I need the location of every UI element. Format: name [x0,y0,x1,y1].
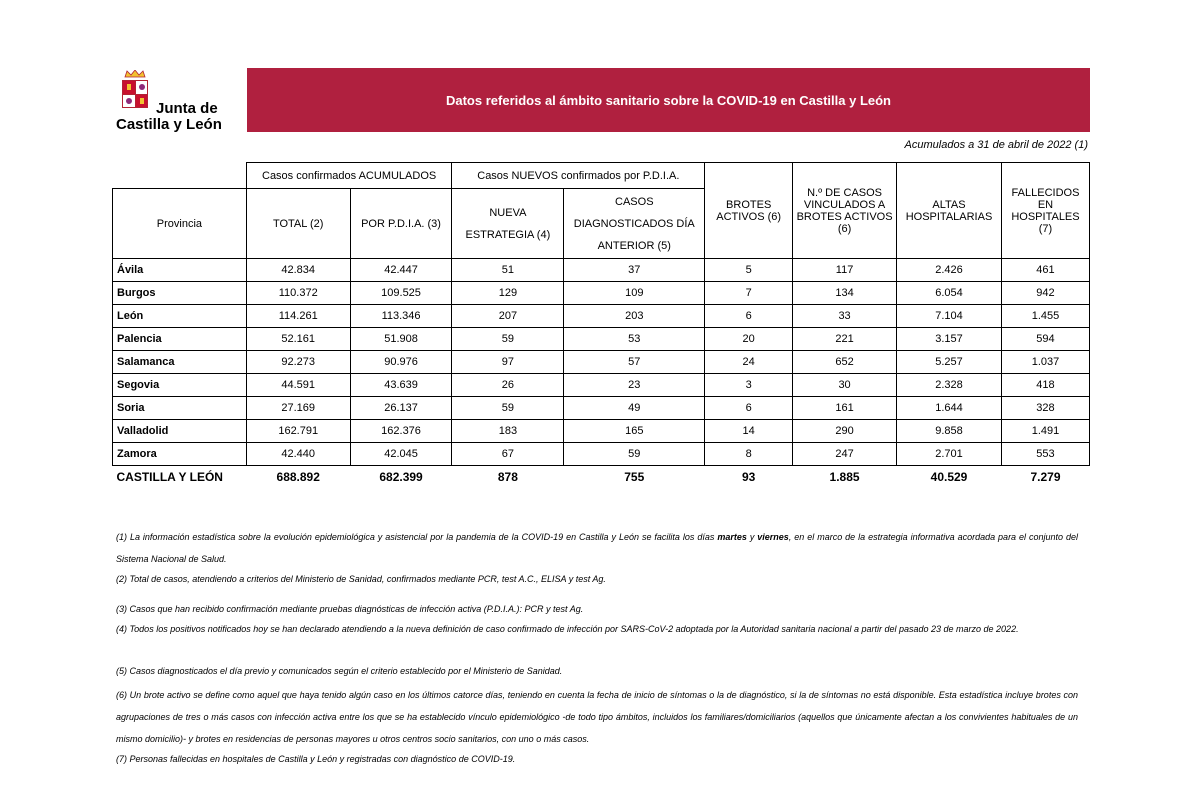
coat-of-arms-icon [122,80,148,108]
value-cell: 53 [564,328,705,351]
value-cell: 44.591 [246,374,350,397]
value-cell: 207 [452,305,564,328]
total-value: 1.885 [829,469,860,484]
value-cell: 652 [793,351,897,374]
header-altas: ALTAS HOSPITALARIAS [897,163,1002,259]
total-value: 755 [624,469,645,484]
value-cell: 33 [793,305,897,328]
value-cell: 117 [793,259,897,282]
table-row [113,374,1090,397]
table-row [113,305,1090,328]
value-cell: 109 [564,282,705,305]
value-cell: 461 [1001,259,1089,282]
value-cell: 43.639 [350,374,452,397]
value-cell: 942 [1001,282,1089,305]
value-cell: 203 [564,305,705,328]
value-cell: 3.157 [897,328,1002,351]
table-row [113,282,1090,305]
value-cell: 14 [705,420,793,443]
value-cell: 129 [452,282,564,305]
junta-logo [116,70,226,132]
value-cell: 92.273 [246,351,350,374]
value-cell: 42.834 [246,259,350,282]
value-cell: 1.491 [1001,420,1089,443]
header-nueva-estrategia: NUEVA ESTRATEGIA (4) [452,189,564,259]
province-cell: Valladolid [113,420,247,443]
value-cell: 162.791 [246,420,350,443]
value-cell: 221 [793,328,897,351]
value-cell: 24 [705,351,793,374]
value-cell: 134 [793,282,897,305]
value-cell: 27.169 [246,397,350,420]
footnote-5: (5) Casos diagnosticados el día previo y comunicados según el criterio establecido por el Ministerio de Sanidad. [116,666,563,676]
value-cell: 161 [793,397,897,420]
footnote-7: (7) Personas fallecidas en hospitales de Castilla y León y registradas con diagnóstico de COVID-19. [116,754,516,764]
header-diagnosticados: CASOS DIAGNOSTICADOS DÍA ANTERIOR (5) [564,189,705,259]
table-row [113,351,1090,374]
total-label: CASTILLA Y LEÓN [116,469,223,484]
value-cell: 7 [705,282,793,305]
value-cell: 553 [1001,443,1089,466]
table-row [113,259,1090,282]
value-cell: 97 [452,351,564,374]
value-cell: 8 [705,443,793,466]
total-value: 688.892 [276,469,320,484]
province-cell: Palencia [113,328,247,351]
value-cell: 20 [705,328,793,351]
value-cell: 26 [452,374,564,397]
value-cell: 109.525 [350,282,452,305]
value-cell: 5.257 [897,351,1002,374]
total-value: 878 [497,469,518,484]
covid-data-table [112,162,1090,488]
value-cell: 1.455 [1001,305,1089,328]
value-cell: 59 [452,397,564,420]
value-cell: 162.376 [350,420,452,443]
province-cell: Zamora [113,443,247,466]
value-cell: 3 [705,374,793,397]
page-title: Datos referidos al ámbito sanitario sobre la COVID-19 en Castilla y León [445,92,891,108]
value-cell: 2.701 [897,443,1002,466]
footnote-3: (3) Casos que han recibido confirmación mediante pruebas diagnósticas de infección activa (P.D.I.A.): PCR y test Ag. [116,604,584,614]
table-row [113,443,1090,466]
value-cell: 328 [1001,397,1089,420]
footnote-1: (1) La información estadística sobre la evolución epidemiológica y asistencial por la pandemia de la COVID-19 en Castilla y León se facilita los días martes y viernes, en el marco de la estrategia informativa acordada para el conjunto del Sistema Nacional de Salud. [116,532,1078,564]
value-cell: 67 [452,443,564,466]
value-cell: 42.440 [246,443,350,466]
province-cell: Salamanca [113,351,247,374]
value-cell: 37 [564,259,705,282]
province-cell: Soria [113,397,247,420]
total-row [113,466,1090,488]
value-cell: 52.161 [246,328,350,351]
header-fallecidos: FALLECIDOS EN HOSPITALES (7) [1001,163,1089,259]
title-banner [247,68,1090,132]
value-cell: 6 [705,397,793,420]
value-cell: 110.372 [246,282,350,305]
header-brotes: BROTES ACTIVOS (6) [705,163,793,259]
total-value: 682.399 [379,469,423,484]
value-cell: 42.447 [350,259,452,282]
header-total: TOTAL (2) [246,189,350,259]
province-cell: Burgos [113,282,247,305]
value-cell: 165 [564,420,705,443]
value-cell: 1.037 [1001,351,1089,374]
footnote-2: (2) Total de casos, atendiendo a criterios del Ministerio de Sanidad, confirmados mediante PCR, test A.C., ELISA y test Ag. [116,574,606,584]
value-cell: 2.328 [897,374,1002,397]
value-cell: 23 [564,374,705,397]
crown-icon [124,70,146,78]
value-cell: 42.045 [350,443,452,466]
total-value: 40.529 [930,469,968,484]
value-cell: 113.346 [350,305,452,328]
value-cell: 90.976 [350,351,452,374]
value-cell: 7.104 [897,305,1002,328]
group-header-nuevos: Casos NUEVOS confirmados por P.D.I.A. [452,163,705,189]
value-cell: 49 [564,397,705,420]
value-cell: 51.908 [350,328,452,351]
value-cell: 57 [564,351,705,374]
total-value: 93 [741,469,756,484]
value-cell: 290 [793,420,897,443]
logo-text-line1: Junta de [156,100,218,117]
logo-text-line2: Castilla y León [116,116,222,133]
table-row [113,397,1090,420]
table-row [113,420,1090,443]
value-cell: 247 [793,443,897,466]
value-cell: 59 [452,328,564,351]
table-row [113,328,1090,351]
value-cell: 594 [1001,328,1089,351]
value-cell: 183 [452,420,564,443]
blank-corner [113,163,247,189]
province-cell: Ávila [113,259,247,282]
value-cell: 30 [793,374,897,397]
footnote-6: (6) Un brote activo se define como aquel que haya tenido algún caso en los últimos catorce días, teniendo en cuenta la fecha de inicio de síntomas o la de diagnóstico, si la de síntomas no está disponible. Esta estadística incluye brotes con agrupaciones de tres o más casos con infección activa entre los que se ha establecido vínculo epidemiológico -de todo tipo ámbitos, incluidos los familiares/domiciliarios (aquellos que únicamente afectan a los convivientes habituales de un mismo domicilio)- y brotes en residencias de personas mayores u otros centros socio sanitarios, con uno o más casos. [116,690,1078,744]
province-cell: Segovia [113,374,247,397]
value-cell: 6.054 [897,282,1002,305]
group-header-acumulados: Casos confirmados ACUMULADOS [246,163,452,189]
total-value: 7.279 [1030,469,1061,484]
value-cell: 59 [564,443,705,466]
province-cell: León [113,305,247,328]
value-cell: 9.858 [897,420,1002,443]
value-cell: 114.261 [246,305,350,328]
date-note: Acumulados a 31 de abril de 2022 (1) [904,139,1088,151]
value-cell: 6 [705,305,793,328]
value-cell: 26.137 [350,397,452,420]
footnote-4: (4) Todos los positivos notificados hoy se han declarado atendiendo a la nueva definición de caso confirmado de infección por SARS-CoV-2 adoptada por la Autoridad sanitaria nacional a partir del pasado 23 de marzo de 2022. [116,624,1019,634]
header-provincia: Provincia [113,189,247,259]
header-pdia: POR P.D.I.A. (3) [350,189,452,259]
value-cell: 1.644 [897,397,1002,420]
value-cell: 5 [705,259,793,282]
value-cell: 2.426 [897,259,1002,282]
header-vinculados: N.º DE CASOS VINCULADOS A BROTES ACTIVOS (6) [793,163,897,259]
value-cell: 51 [452,259,564,282]
value-cell: 418 [1001,374,1089,397]
